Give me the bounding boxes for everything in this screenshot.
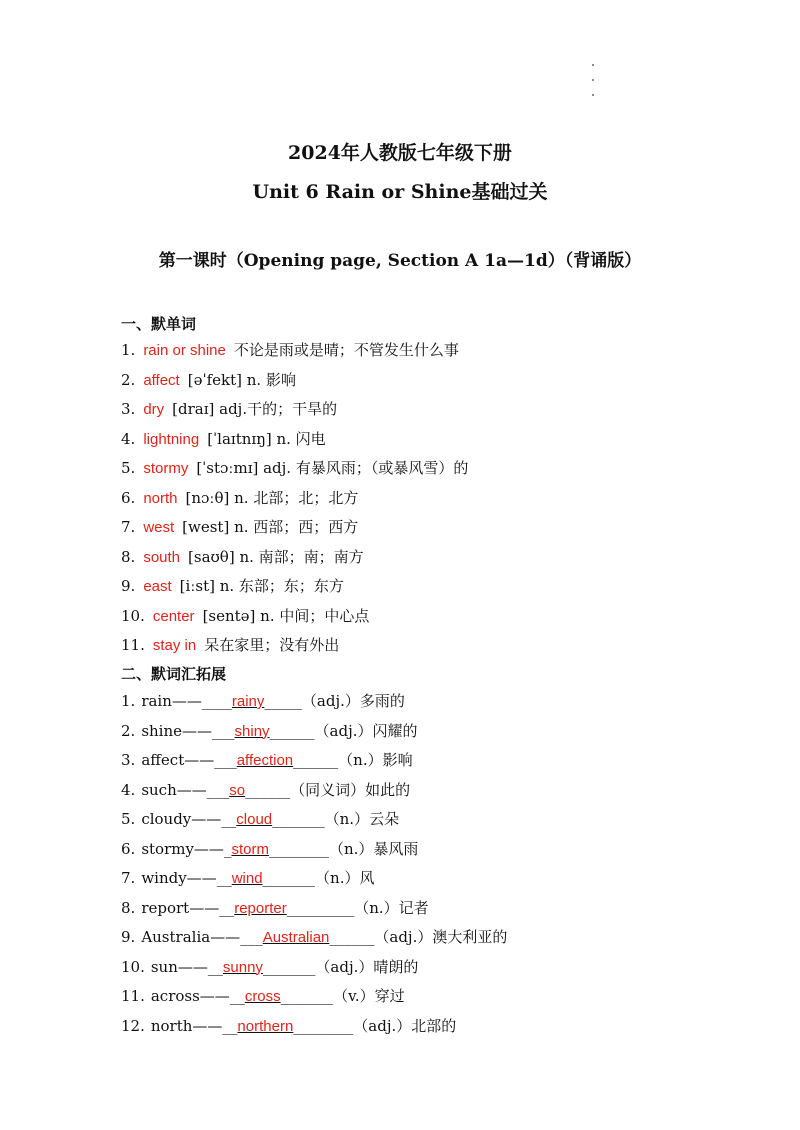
base-word: across——: [150, 987, 230, 1005]
vocab-definition: [əˈfekt] n. 影响: [187, 370, 296, 389]
item-number: 1.: [121, 692, 136, 710]
vocab-item: [121, 399, 337, 420]
extension-item: [121, 750, 413, 771]
part-of-speech: （adj.）北部的: [353, 1016, 457, 1035]
answer-word: cloud: [236, 811, 273, 828]
extension-item: [121, 839, 418, 860]
blank-after: ______: [245, 780, 291, 799]
title-line-2: Unit 6 Rain or Shine基础过关: [252, 181, 548, 203]
blank-after: _______: [262, 957, 316, 976]
vocab-item: [121, 606, 369, 627]
vocab-word: rain or shine: [143, 342, 226, 359]
item-number: 1.: [121, 341, 136, 359]
blank-after: _______: [272, 810, 325, 828]
item-number: 7.: [121, 518, 136, 536]
answer-word: rainy: [231, 693, 265, 710]
blank-after: ______: [269, 721, 315, 740]
vocab-word: south: [143, 548, 181, 566]
blank-before: __: [222, 1016, 238, 1035]
extension-item: [121, 721, 418, 742]
part-of-speech: （n.）风: [315, 869, 375, 887]
base-word: affect——: [141, 751, 215, 769]
blank-after: _________: [286, 898, 355, 917]
base-word: windy——: [141, 869, 217, 887]
blank-after: ______: [329, 928, 375, 946]
blank-before: ___: [240, 928, 263, 946]
extension-item: [121, 986, 405, 1007]
blank-before: _: [223, 839, 232, 858]
item-number: 7.: [121, 869, 136, 887]
vocab-definition: [nɔːθ] n. 北部；北；北方: [185, 488, 359, 507]
item-number: 9.: [121, 928, 136, 946]
item-number: 6.: [121, 488, 136, 507]
item-number: 9.: [121, 577, 136, 595]
extension-item: [121, 957, 418, 978]
extension-item: [121, 780, 410, 801]
blank-after: _______: [262, 869, 316, 887]
item-number: 11.: [121, 987, 145, 1005]
item-number: 4.: [121, 780, 136, 799]
item-number: 8.: [121, 547, 136, 566]
section-2-heading: 二、默词汇拓展: [121, 665, 227, 683]
base-word: such——: [141, 780, 207, 799]
part-of-speech: （adj.）闪耀的: [314, 721, 418, 740]
blank-before: ___: [214, 751, 237, 769]
base-word: Australia——: [141, 928, 241, 946]
item-number: 5.: [121, 459, 136, 477]
vocab-word: dry: [143, 401, 165, 418]
part-of-speech: （n.）暴风雨: [328, 839, 419, 858]
blank-before: __: [221, 810, 237, 828]
item-number: 4.: [121, 429, 136, 448]
blank-after: ________: [268, 839, 329, 858]
blank-after: _____: [264, 692, 302, 710]
answer-word: Australian: [262, 929, 330, 946]
part-of-speech: （adj.）澳大利亚的: [374, 928, 508, 946]
extension-item: [121, 927, 507, 948]
blank-before: __: [229, 987, 245, 1005]
section-1-heading: 一、默单词: [121, 315, 197, 333]
vocab-word: affect: [143, 371, 180, 389]
vocab-item: [121, 488, 358, 509]
vocab-word: east: [143, 578, 172, 595]
vocab-word: center: [152, 607, 195, 625]
vocab-word: west: [143, 519, 175, 536]
item-number: 10.: [121, 957, 145, 976]
extension-item: [121, 898, 429, 919]
answer-word: northern: [237, 1017, 294, 1035]
item-number: 6.: [121, 839, 136, 858]
vocab-word: north: [143, 489, 178, 507]
vocab-item: [121, 517, 358, 538]
part-of-speech: （同义词）如此的: [290, 780, 411, 799]
answer-word: so: [229, 781, 246, 799]
blank-before: __: [207, 957, 223, 976]
base-word: sun——: [150, 957, 208, 976]
part-of-speech: （n.）记者: [354, 898, 429, 917]
vocab-word: lightning: [143, 430, 200, 448]
part-of-speech: （adj.）晴朗的: [315, 957, 419, 976]
part-of-speech: （n.）影响: [338, 751, 413, 769]
item-number: 8.: [121, 898, 136, 917]
vocab-definition: [draɪ] adj.干的；干旱的: [172, 400, 338, 418]
vocab-definition: 呆在家里；没有外出: [204, 636, 340, 654]
corner-dots: [592, 64, 596, 109]
vocab-item: [121, 547, 364, 568]
answer-word: cross: [244, 988, 281, 1005]
base-word: shine——: [141, 721, 213, 740]
vocab-item: [121, 429, 326, 450]
vocab-item: [121, 340, 459, 361]
answer-word: shiny: [234, 722, 270, 740]
part-of-speech: （adj.）多雨的: [301, 692, 405, 710]
blank-before: ____: [201, 692, 232, 710]
blank-before: ___: [206, 780, 230, 799]
part-of-speech: （n.）云朵: [324, 810, 400, 828]
item-number: 3.: [121, 751, 136, 769]
base-word: stormy——: [141, 839, 224, 858]
vocab-definition: [ˈlaɪtnɪŋ] n. 闪电: [207, 429, 326, 448]
base-word: north——: [150, 1016, 223, 1035]
vocab-item: [121, 370, 296, 391]
title-line-1: 2024年人教版七年级下册: [288, 142, 512, 164]
vocab-definition: [ˈstɔːmɪ] adj. 有暴风雨；（或暴风雪）的: [196, 459, 469, 477]
item-number: 10.: [121, 606, 145, 625]
answer-word: affection: [236, 752, 294, 769]
vocab-word: stay in: [152, 637, 197, 654]
vocab-word: stormy: [143, 460, 189, 477]
vocab-definition: [saʊθ] n. 南部；南；南方: [188, 547, 364, 566]
blank-after: ______: [293, 751, 339, 769]
base-word: report——: [141, 898, 220, 917]
vocab-definition: 不论是雨或是晴；不管发生什么事: [233, 341, 459, 359]
part-of-speech: （v.）穿过: [333, 987, 405, 1005]
answer-word: sunny: [222, 958, 263, 976]
blank-before: ___: [212, 721, 235, 740]
answer-word: reporter: [234, 899, 287, 917]
extension-item: [121, 691, 405, 712]
item-number: 3.: [121, 400, 136, 418]
item-number: 11.: [121, 636, 145, 654]
extension-item: [121, 809, 399, 830]
item-number: 2.: [121, 721, 136, 740]
answer-word: wind: [231, 870, 263, 887]
answer-word: storm: [231, 840, 269, 858]
item-number: 12.: [121, 1016, 145, 1035]
vocab-item: [121, 635, 339, 656]
vocab-item: [121, 458, 468, 479]
item-number: 5.: [121, 810, 136, 828]
extension-item: [121, 1016, 456, 1037]
item-number: 2.: [121, 370, 136, 389]
vocab-definition: [iːst] n. 东部；东；东方: [179, 577, 344, 595]
vocab-definition: [sentə] n. 中间；中心点: [202, 606, 370, 625]
vocab-item: [121, 576, 344, 597]
blank-after: ________: [293, 1016, 354, 1035]
extension-item: [121, 868, 374, 889]
blank-before: __: [219, 898, 235, 917]
vocab-definition: [west] n. 西部；西；西方: [182, 518, 359, 536]
base-word: rain——: [141, 692, 202, 710]
lesson-title: 第一课时（Opening page, Section A 1a—1d）（背诵版）: [158, 251, 642, 271]
blank-after: _______: [280, 987, 334, 1005]
base-word: cloudy——: [141, 810, 222, 828]
blank-before: __: [216, 869, 232, 887]
